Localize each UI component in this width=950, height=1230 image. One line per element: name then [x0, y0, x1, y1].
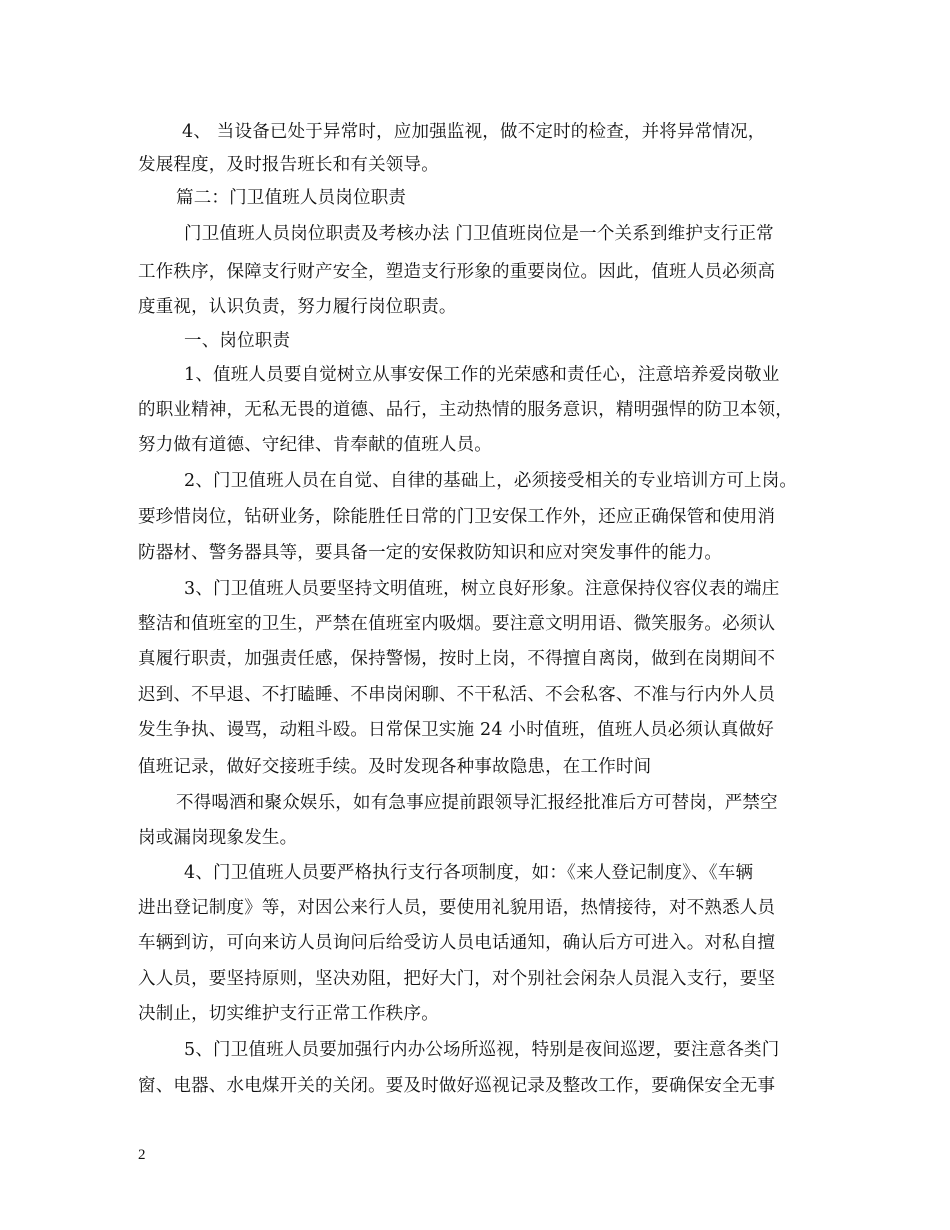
text-line: 进出登记制度》等，对因公来行人员，要使用礼貌用语，热情接待，对不熟悉人员 [138, 898, 776, 918]
text-line: 要珍惜岗位，钻研业务，除能胜任日常的门卫安保工作外，还应正确保管和使用消 [138, 507, 776, 527]
text-line: 真履行职责，加强责任感，保持警惕，按时上岗，不得擅自离岗，做到在岗期间不 [138, 649, 776, 669]
text-line: 2、门卫值班人员在自觉、自律的基础上，必须接受相关的专业培训方可上岗。 [184, 471, 798, 491]
text-line: 5、门卫值班人员要加强行内办公场所巡视，特别是夜间巡逻，要注意各类门 [184, 1040, 780, 1060]
subsection-heading: 一、岗位职责 [184, 331, 291, 351]
text-line: 1、值班人员要自觉树立从事安保工作的光荣感和责任心，注意培养爱岗敬业 [184, 365, 780, 385]
text-line: 不得喝酒和聚众娱乐，如有急事应提前跟领导汇报经批准后方可替岗，严禁空 [176, 793, 778, 813]
text-line: 的职业精神，无私无畏的道德、品行，主动热情的服务意识，精明强悍的防卫本领， [138, 400, 793, 420]
text-line: 发展程度，及时报告班长和有关领导。 [138, 155, 439, 175]
page-number: 2 [138, 1147, 146, 1163]
text-line: 值班记录，做好交接班手续。及时发现各种事故隐患，在工作时间 [138, 757, 652, 777]
text-line: 努力做有道德、守纪律、肯奉献的值班人员。 [138, 435, 492, 455]
text-line: 度重视，认识负责，努力履行岗位职责。 [138, 297, 457, 317]
text-line: 4、门卫值班人员要严格执行支行各项制度，如：《来人登记制度》、《车辆 [184, 863, 754, 883]
text-line: 门卫值班人员岗位职责及考核办法 门卫值班岗位是一个关系到维护支行正常 [184, 224, 774, 244]
text-line: 发生争执、谩骂，动粗斗殴。日常保卫实施 24 小时值班，值班人员必须认真做好 [138, 720, 774, 740]
text-line: 工作秩序，保障支行财产安全，塑造支行形象的重要岗位。因此，值班人员必须高 [138, 262, 776, 282]
text-line: 迟到、不早退、不打瞌睡、不串岗闲聊、不干私活、不会私客、不准与行内外人员 [138, 685, 776, 705]
text-line: 车辆到访，可向来访人员询问后给受访人员电话通知，确认后方可进入。对私自擅 [138, 933, 776, 953]
text-line: 岗或漏岗现象发生。 [138, 828, 298, 848]
text-line: 决制止，切实维护支行正常工作秩序。 [138, 1004, 439, 1024]
section-heading: 篇二：门卫值班人员岗位职责 [176, 188, 407, 208]
text-line: 4、 当设备已处于异常时，应加强监视，做不定时的检查，并将异常情况， [182, 122, 766, 142]
text-line: 入人员，要坚持原则，坚决劝阻，把好大门，对个别社会闲杂人员混入支行，要坚 [138, 969, 776, 989]
text-line: 整洁和值班室的卫生，严禁在值班室内吸烟。要注意文明用语、微笑服务。必须认 [138, 614, 776, 634]
text-line: 3、门卫值班人员要坚持文明值班，树立良好形象。注意保持仪容仪表的端庄 [184, 579, 780, 599]
text-line: 防器材、警务器具等，要具备一定的安保救防知识和应对突发事件的能力。 [138, 543, 723, 563]
text-line: 窗、电器、水电煤开关的关闭。要及时做好巡视记录及整改工作，要确保安全无事 [138, 1076, 776, 1096]
